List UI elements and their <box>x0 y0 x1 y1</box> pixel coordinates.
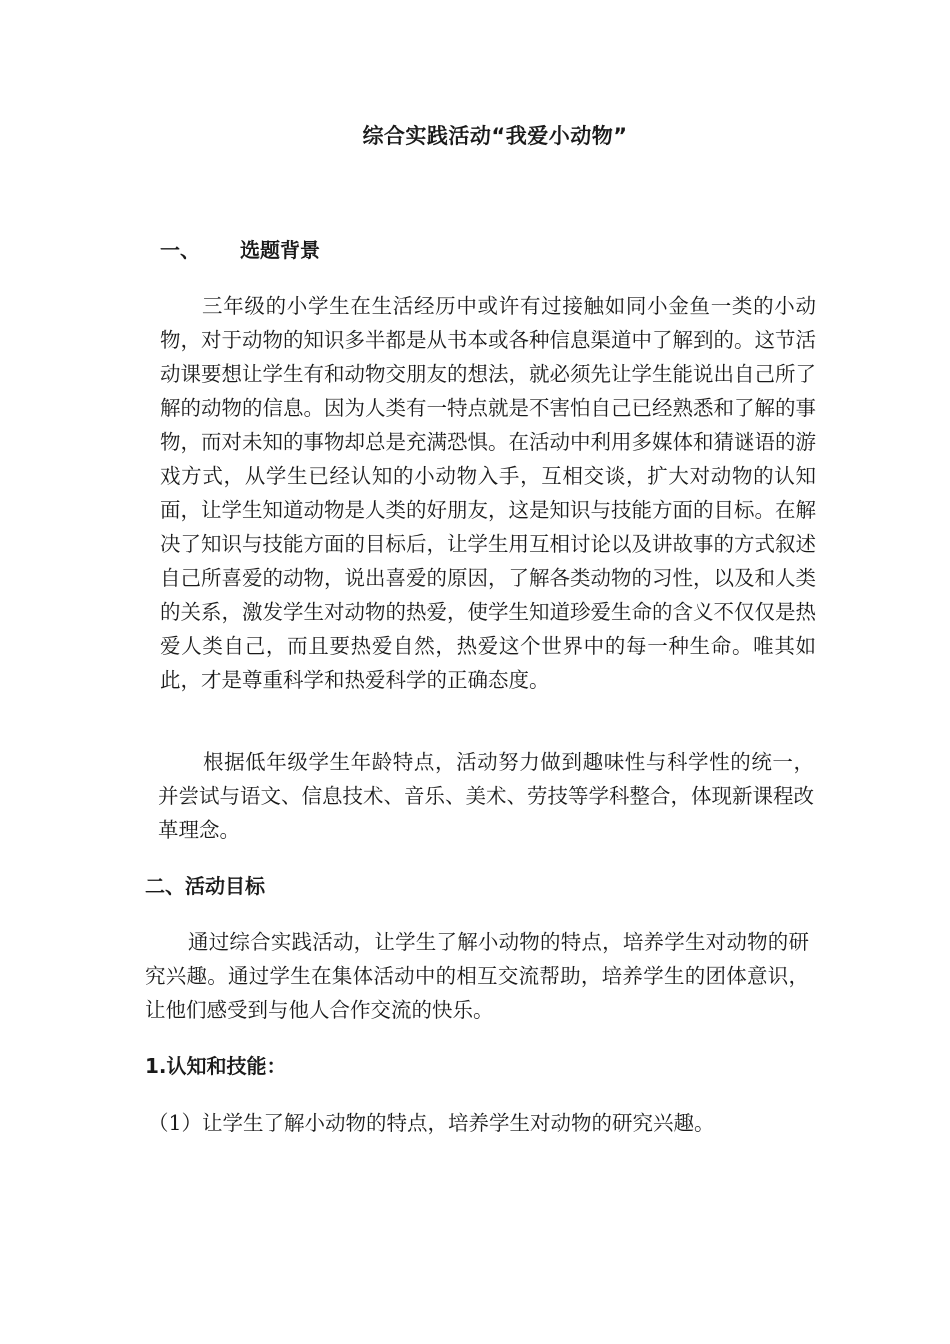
section1-number: 一、 <box>160 238 200 262</box>
list-item: （1）让学生了解小动物的特点，培养学生对动物的研究兴趣。 <box>148 1111 715 1135</box>
section1-heading <box>160 234 320 263</box>
section1-paragraph-2: 根据低年级学生年龄特点，活动努力做到趣味性与科学性的统一，并尝试与语文、信息技术、音乐、美术、劳技等学科整合，体现新课程改革理念。 <box>158 750 814 842</box>
section2-paragraph: 通过综合实践活动，让学生了解小动物的特点，培养学生对动物的研究兴趣。通过学生在集体活动中的相互交流帮助，培养学生的团体意识，让他们感受到与他人合作交流的快乐。 <box>145 930 809 1022</box>
section2-subheading: 1.认知和技能： <box>145 1054 287 1078</box>
document-title: 综合实践活动“我爱小动物” <box>362 124 628 148</box>
section1-heading-text: 选题背景 <box>240 238 320 262</box>
section2-heading: 二、活动目标 <box>145 874 265 898</box>
section1-paragraph-1: 三年级的小学生在生活经历中或许有过接触如同小金鱼一类的小动物，对于动物的知识多半都是从书本或各种信息渠道中了解到的。这节活动课要想让学生有和动物交朋友的想法，就必须先让学生能说出自己所了解的动物的信息。因为人类有一特点就是不害怕自己已经熟悉和了解的事物，而对未知的事物却总是充满恐惧。在活动中利用多媒体和猜谜语的游戏方式，从学生已经认知的小动物入手，互相交谈，扩大对动物的认知面，让学生知道动物是人类的好朋友，这是知识与技能方面的目标。在解决了知识与技能方面的目标后，让学生用互相讨论以及讲故事的方式叙述自己所喜爱的动物，说出喜爱的原因，了解各类动物的习性，以及和人类的关系，激发学生对动物的热爱，使学生知道珍爱生命的含义不仅仅是热爱人类自己，而且要热爱自然，热爱这个世界中的每一种生命。唯其如此，才是尊重科学和热爱科学的正确态度。 <box>160 294 816 692</box>
